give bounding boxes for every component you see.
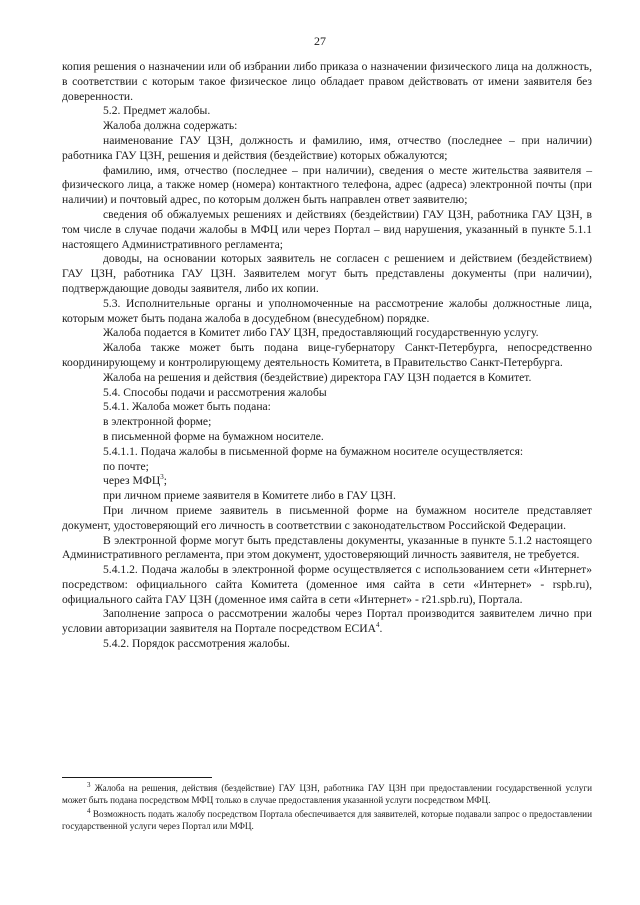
list-item: фамилию, имя, отчество (последнее – при наличии), сведения о месте жительства заявителя – физического лица, а также номер (номера) контактного телефона, адрес (адреса) электронной почты (при наличии) и почтовый адрес, по которым должен быть направлен ответ заявителю;	[62, 163, 592, 207]
footnote-text: Возможность подать жалобу посредством Портала обеспечивается для заявителей, которые подавали запрос о предоставлении государственной услуги через Портал или МФЦ.	[62, 809, 592, 831]
paragraph	[62, 607, 592, 637]
footnote-text: Жалоба на решения, действия (бездействие) ГАУ ЦЗН, работника ГАУ ЦЗН при предоставлении государственной услуги может быть подана посредством МФЦ только в случае предоставления указанной услуги посредством МФЦ.	[62, 783, 593, 805]
list-item: в электронной форме;	[103, 415, 212, 429]
document-body	[62, 60, 592, 652]
paragraph: Жалоба также может быть подана вице-губернатору Санкт-Петербурга, непосредственно координирующему и контролирующему деятельность Комитета, в Правительство Санкт-Петербурга.	[62, 341, 592, 369]
list-item-text: через МФЦ	[103, 474, 161, 488]
list-item: сведения об обжалуемых решениях и действиях (бездействии) ГАУ ЦЗН, работника ГАУ ЦЗН, в том числе в случае подачи жалобы в МФЦ или через Портал – вид нарушения, указанный в пункте 5.1.1 настоящего Административного регламента;	[62, 207, 592, 251]
footnote-separator	[62, 777, 212, 778]
footnote	[62, 782, 592, 806]
paragraph-text: Заполнение запроса о рассмотрении жалобы через Портал производится заявителем лично при условии авторизации заявителя на Портале посредством ЕСИА	[62, 607, 592, 636]
footnote-mark: 4	[87, 806, 91, 815]
punctuation: ;	[163, 474, 167, 488]
list-item: в письменной форме на бумажном носителе.	[103, 429, 324, 443]
footnotes	[62, 782, 592, 834]
list-item: по почте;	[103, 459, 149, 473]
paragraph: копия решения о назначении или об избрании либо приказа о назначении физического лица на должность, в соответствии с которым такое физическое лицо обладает правом действовать от имени заявителя без доверенности.	[62, 60, 592, 103]
section-heading: 5.4.2. Порядок рассмотрения жалобы.	[103, 637, 290, 651]
section-heading: 5.3. Исполнительные органы и уполномоченные на рассмотрение жалобы должностные лица, которым может быть подана жалоба в досудебном (внесудебном) порядке.	[62, 296, 592, 325]
paragraph: Жалоба должна содержать:	[103, 119, 238, 133]
paragraph: Жалоба подается в Комитет либо ГАУ ЦЗН, предоставляющий государственную услугу.	[103, 326, 539, 340]
footnote-reference: 3	[160, 473, 164, 482]
punctuation: .	[379, 622, 383, 636]
list-item: доводы, на основании которых заявитель не согласен с решением и действием (бездействием) ГАУ ЦЗН, работника ГАУ ЦЗН. Заявителем могут быть представлены документы (при наличии), подтверждающие доводы заявителя, либо их копии.	[62, 252, 592, 295]
list-item: наименование ГАУ ЦЗН, должность и фамилию, имя, отчество (последнее – при наличии) работника ГАУ ЦЗН, решения и действия (бездействие) которых обжалуются;	[62, 133, 592, 162]
footnote-reference: 4	[376, 621, 380, 630]
section-heading: 5.2. Предмет жалобы.	[103, 104, 211, 118]
paragraph: При личном приеме заявитель в письменной форме на бумажном носителе представляет документ, удостоверяющий его личность в соответствии с законодательством Российской Федерации.	[62, 503, 592, 532]
paragraph: Жалоба на решения и действия (бездействие) директора ГАУ ЦЗН подается в Комитет.	[103, 370, 532, 384]
footnote	[62, 808, 592, 832]
paragraph: В электронной форме могут быть представлены документы, указанные в пункте 5.1.2 настоящего Административного регламента, при этом документ, удостоверяющий личность заявителя, не требуется.	[62, 533, 592, 562]
section-heading: 5.4.1. Жалоба может быть подана:	[103, 400, 271, 414]
footnote-mark: 3	[87, 780, 91, 789]
paragraph: 5.4.1.2. Подача жалобы в электронной форме осуществляется с использованием сети «Интернет» посредством: официального сайта Комитета (доменное имя сайта в сети «Интернет» - rspb.ru), официального сайта ГАУ ЦЗН (доменное имя сайта в сети «Интернет» - r21.spb.ru), Портала.	[62, 563, 592, 606]
section-heading: 5.4.1.1. Подача жалобы в письменной форме на бумажном носителе осуществляется:	[103, 444, 524, 458]
list-item	[62, 474, 592, 489]
page-number: 27	[314, 34, 326, 48]
list-item: при личном приеме заявителя в Комитете либо в ГАУ ЦЗН.	[103, 489, 396, 503]
section-heading: 5.4. Способы подачи и рассмотрения жалобы	[103, 385, 327, 399]
